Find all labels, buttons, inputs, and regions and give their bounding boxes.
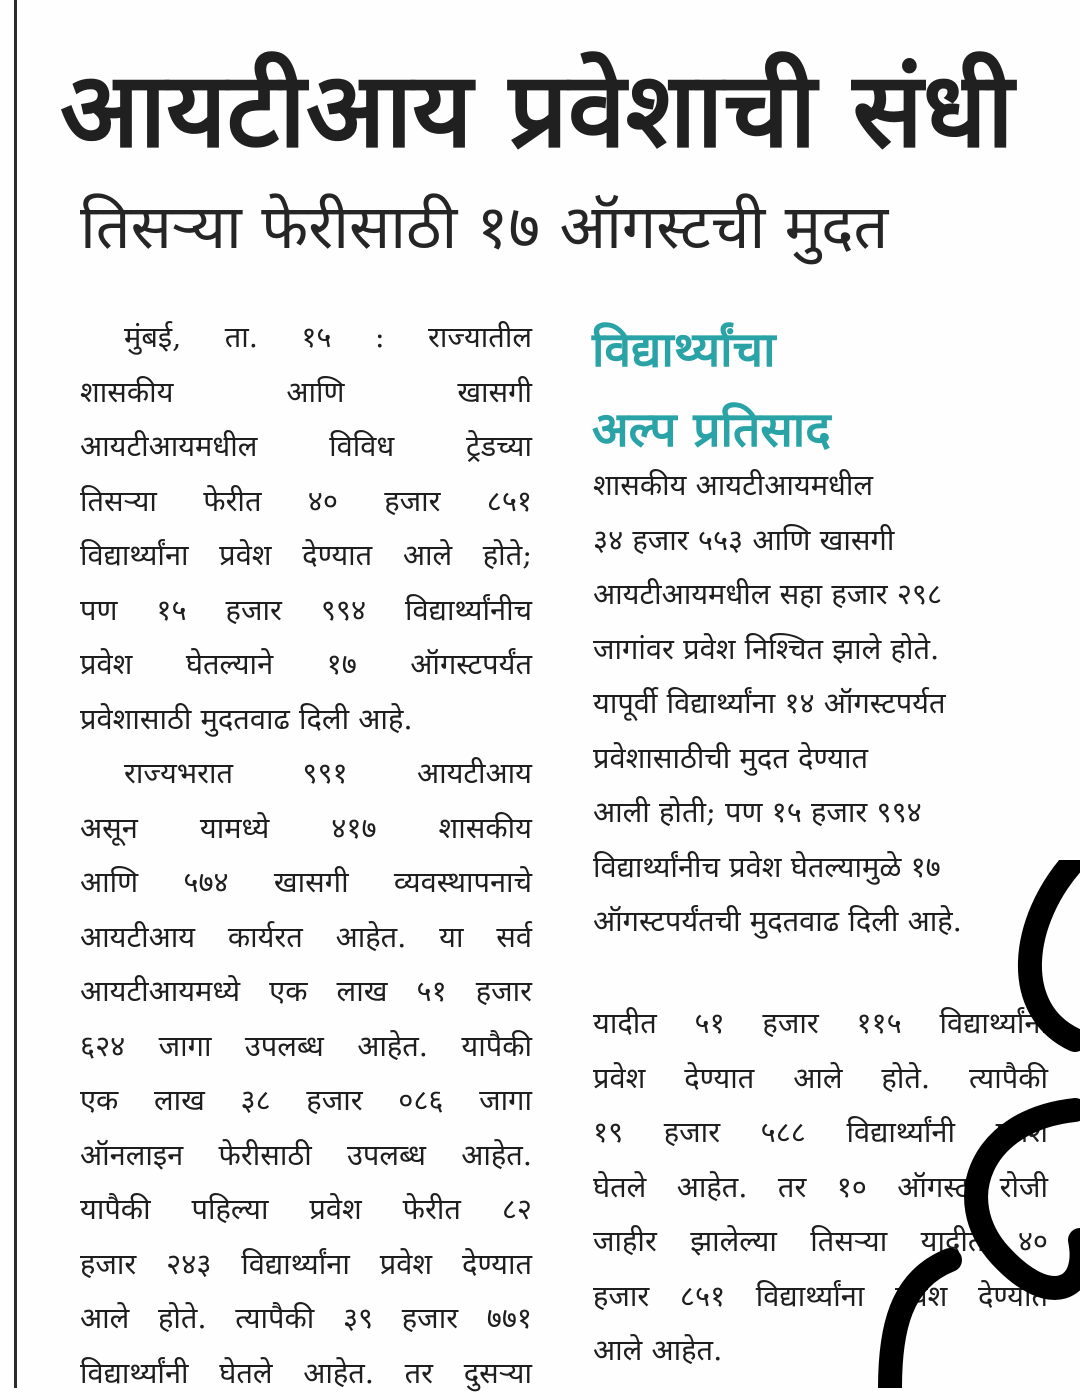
article-line: प्रवेश घेतल्याने १७ ऑगस्टपर्यंत <box>80 637 532 692</box>
article-line: जाहीर झालेल्या तिसऱ्या यादीत ४० <box>593 1214 1048 1269</box>
article-line: यापैकी पहिल्या प्रवेश फेरीत ८२ <box>80 1182 532 1237</box>
article-line: आले होते. त्यापैकी ३९ हजार ७७१ <box>80 1291 532 1346</box>
sidebar-line: शासकीय आयटीआयमधील <box>593 458 1033 513</box>
sidebar-line: जागांवर प्रवेश निश्चित झाले होते. <box>593 622 1033 677</box>
sidebar-line: विद्यार्थ्यांनीच प्रवेश घेतल्यामुळे १७ <box>593 840 1033 895</box>
article-right-column <box>593 996 1048 1378</box>
article-left-column <box>80 310 532 1400</box>
sidebar-paragraph <box>593 458 1033 949</box>
article-line: आयटीआयमध्ये एक लाख ५१ हजार <box>80 964 532 1019</box>
article-line: विद्यार्थ्यांनी घेतले आहेत. तर दुसऱ्या <box>80 1346 532 1400</box>
sidebar-line: ३४ हजार ५५३ आणि खासगी <box>593 513 1033 568</box>
article-line: पण १५ हजार ९९४ विद्यार्थ्यांनीच <box>80 583 532 638</box>
article-line: यादीत ५१ हजार ११५ विद्यार्थ्यांना <box>593 996 1048 1051</box>
sidebar-title <box>592 310 1032 470</box>
article-line: शासकीय आणि खासगी <box>80 365 532 420</box>
article-line: हजार ८५१ विद्यार्थ्यांना प्रवेश देण्यात <box>593 1269 1048 1324</box>
sidebar-line: यापूर्वी विद्यार्थ्यांना १४ ऑगस्टपर्यत <box>593 676 1033 731</box>
article-line: प्रवेश देण्यात आले होते. त्यापैकी <box>593 1051 1048 1106</box>
article-line: आयटीआय कार्यरत आहेत. या सर्व <box>80 910 532 965</box>
article-line: ऑनलाइन फेरीसाठी उपलब्ध आहेत. <box>80 1128 532 1183</box>
article-line: विद्यार्थ्यांना प्रवेश देण्यात आले होते; <box>80 528 532 583</box>
article-line: राज्यभरात ९९१ आयटीआय <box>80 746 532 801</box>
sidebar-line: आयटीआयमधील सहा हजार २९८ <box>593 567 1033 622</box>
subheadline: तिसऱ्या फेरीसाठी १७ ऑगस्टची मुदत <box>80 178 1060 278</box>
sidebar-line: आली होती; पण १५ हजार ९९४ <box>593 785 1033 840</box>
article-line: आणि ५७४ खासगी व्यवस्थापनाचे <box>80 855 532 910</box>
article-line: घेतले आहेत. तर १० ऑगस्ट रोजी <box>593 1160 1048 1215</box>
article-line: हजार २४३ विद्यार्थ्यांना प्रवेश देण्यात <box>80 1237 532 1292</box>
sidebar-title-line: अल्प प्रतिसाद <box>592 390 1032 470</box>
article-line: असून यामध्ये ४१७ शासकीय <box>80 801 532 856</box>
article-line: प्रवेशासाठी मुदतवाढ दिली आहे. <box>80 692 532 747</box>
article-line: मुंबई, ता. १५ : राज्यातील <box>80 310 532 365</box>
article-line: ६२४ जागा उपलब्ध आहेत. यापैकी <box>80 1019 532 1074</box>
sidebar-line: प्रवेशासाठीची मुदत देण्यात <box>593 731 1033 786</box>
column-rule <box>14 0 17 1388</box>
article-line: तिसऱ्या फेरीत ४० हजार ८५१ <box>80 474 532 529</box>
article-line: आयटीआयमधील विविध ट्रेडच्या <box>80 419 532 474</box>
sidebar-title-line: विद्यार्थ्यांचा <box>592 310 1032 390</box>
sidebar-line: ऑगस्टपर्यंतची मुदतवाढ दिली आहे. <box>593 894 1033 949</box>
article-line: आले आहेत. <box>593 1323 1048 1378</box>
article-line: एक लाख ३८ हजार ०८६ जागा <box>80 1073 532 1128</box>
headline: आयटीआय प्रवेशाची संधी <box>60 40 1060 180</box>
article-line: १९ हजार ५८८ विद्यार्थ्यांनी प्रवेश <box>593 1105 1048 1160</box>
